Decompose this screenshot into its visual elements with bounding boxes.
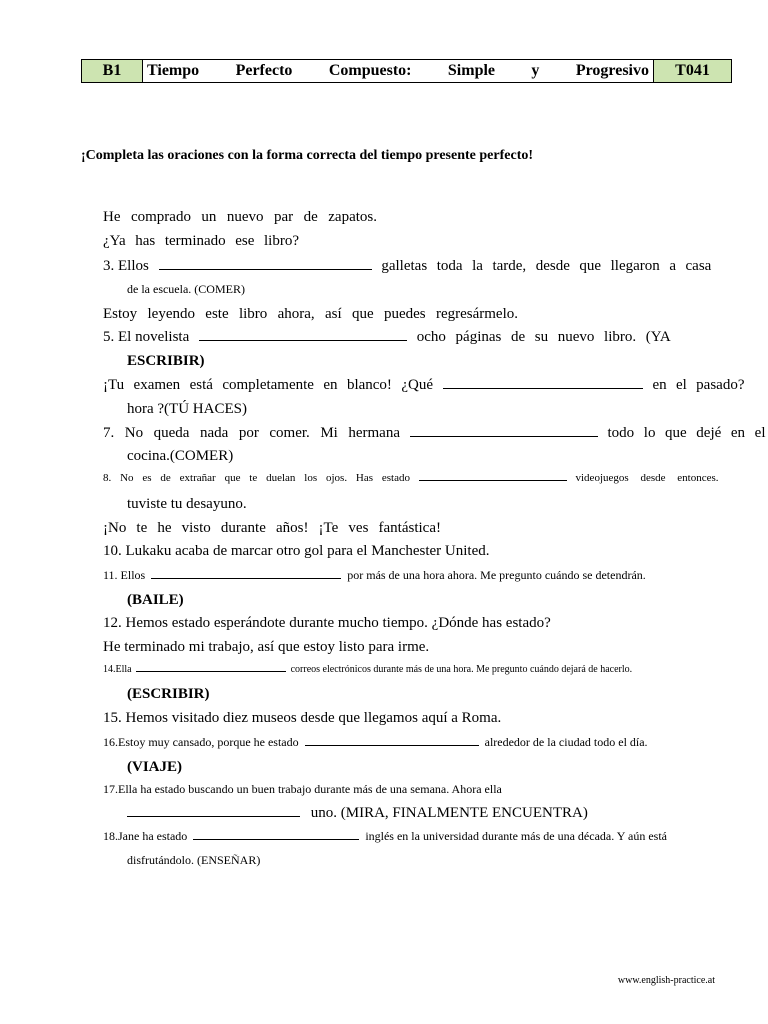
sentence-11: 11. Ellos por más de una hora ahora. Me pregunto cuándo se detendrán. — [103, 568, 646, 582]
sentence-9: ¡No te he visto durante años! ¡Te ves fantástica! — [103, 520, 441, 536]
answer-blank-16[interactable] — [305, 736, 479, 746]
sentence-8-cont: tuviste tu desayuno. — [127, 496, 247, 512]
worksheet-header — [81, 59, 732, 83]
title-word: Simple — [447, 62, 496, 79]
footer-url: www.english-practice.at — [617, 975, 715, 986]
answer-blank-6[interactable] — [443, 378, 643, 389]
sentence-13: He terminado mi trabajo, así que estoy listo para irme. — [103, 639, 430, 655]
sentence-5: 5. El novelista ocho páginas de su nuevo libro. (YA — [103, 329, 671, 345]
sentence-14: 14.Ella correos electrónicos durante más de una hora. Me pregunto cuándo dejará de hacerlo. — [103, 664, 633, 675]
answer-blank-17[interactable] — [127, 806, 300, 817]
title-word: Progresivo — [575, 62, 649, 79]
sentence-7: 7. No queda nada por comer. Mi hermana todo lo que dejé en el — [103, 425, 766, 441]
sentence-11-hint: (BAILE) — [127, 592, 184, 608]
sentence-14-hint: (ESCRIBIR) — [127, 686, 210, 702]
title-word: Tiempo — [147, 62, 200, 79]
sentence-4: Estoy leyendo este libro ahora, así que puedes regresármelo. — [103, 306, 518, 322]
sentence-8: 8. No es de extrañar que te duelan los ojos. Has estado videojuegos desde entonces. — [103, 472, 719, 484]
sentence-7-hint: cocina.(COMER) — [127, 448, 234, 464]
sentence-5-hint: ESCRIBIR) — [127, 353, 205, 369]
answer-blank-18[interactable] — [193, 830, 359, 840]
worksheet-title — [143, 60, 654, 83]
sentence-18: 18.Jane ha estado inglés en la universidad durante más de una década. Y aún está — [103, 829, 667, 843]
answer-blank-3[interactable] — [159, 259, 372, 270]
sentence-15: 15. Hemos visitado diez museos desde que llegamos aquí a Roma. — [103, 710, 502, 726]
answer-blank-14[interactable] — [136, 663, 286, 672]
sentence-3-hint: de la escuela. (COMER) — [127, 282, 245, 296]
sentence-17-cont: uno. (MIRA, FINALMENTE ENCUENTRA) — [127, 806, 579, 821]
level-badge: B1 — [82, 60, 143, 83]
sentence-1: He comprado un nuevo par de zapatos. — [103, 209, 377, 225]
title-word: Perfecto — [235, 62, 293, 79]
sentence-10: 10. Lukaku acaba de marcar otro gol para el Manchester United. — [103, 543, 490, 559]
answer-blank-7[interactable] — [410, 426, 598, 437]
title-word: y — [531, 62, 540, 79]
title-word: Compuesto: — [328, 62, 412, 79]
sentence-12: 12. Hemos estado esperándote durante mucho tiempo. ¿Dónde has estado? — [103, 615, 551, 631]
answer-blank-11[interactable] — [151, 569, 341, 579]
answer-blank-5[interactable] — [199, 330, 407, 341]
worksheet-code: T041 — [654, 60, 732, 83]
sentence-6-hint: hora ?(TÚ HACES) — [127, 401, 247, 417]
sentence-2: ¿Ya has terminado ese libro? — [103, 233, 299, 249]
sentence-18-hint: disfrutándolo. (ENSEÑAR) — [127, 853, 261, 867]
instruction: ¡Completa las oraciones con la forma correcta del tiempo presente perfecto! — [81, 148, 534, 163]
sentence-16-hint: (VIAJE) — [127, 759, 182, 775]
sentence-3: 3. Ellos galletas toda la tarde, desde que llegaron a casa — [103, 258, 712, 274]
sentence-16: 16.Estoy muy cansado, porque he estado alrededor de la ciudad todo el día. — [103, 735, 648, 749]
answer-blank-8[interactable] — [419, 472, 567, 481]
sentence-6: ¡Tu examen está completamente en blanco! ¿Qué en el pasado? — [103, 377, 745, 393]
sentence-17: 17.Ella ha estado buscando un buen trabajo durante más de una semana. Ahora ella — [103, 782, 502, 796]
